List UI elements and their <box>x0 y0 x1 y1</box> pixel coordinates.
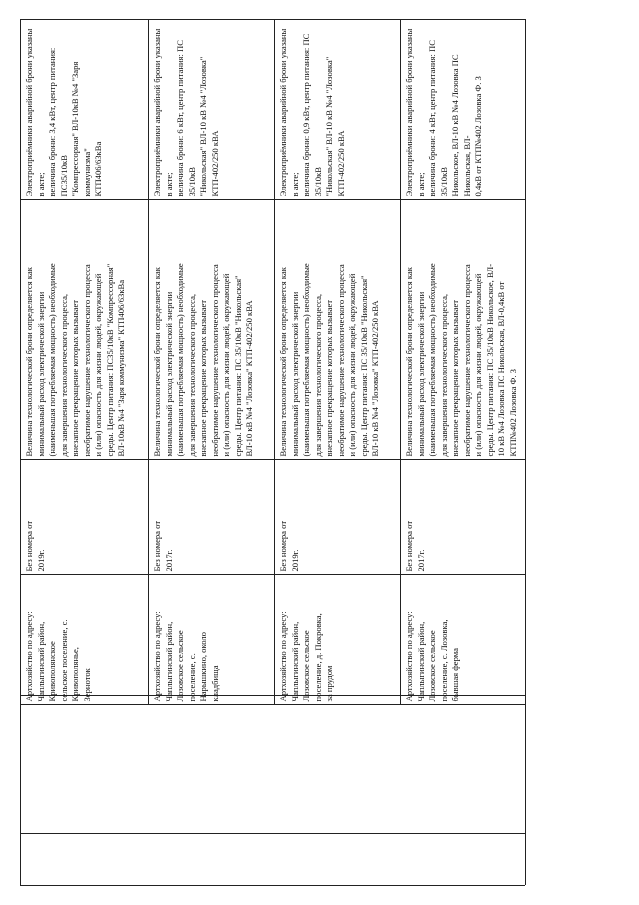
tech-reserve-text: Величина технологической брони определяется как минимальный расход электрической энергии (наименьшая потребляемая мощность) необходимые для завершения технологического процесса, внезапное прекращение которых вызывает необратимое нарушение технологического процесса и (или) опасность для жизни людей, окружающей среды. Центр питания: ПС35/10кВ "Компрессорная" ВЛ-10кВ №4 "Заря коммунизма" КТП406/63кВа <box>24 263 126 457</box>
number-text: Без номера от 2019г. <box>278 520 300 572</box>
emergency-reserve-cell <box>275 20 401 200</box>
number-cell <box>275 460 401 575</box>
address-cell <box>149 575 275 705</box>
address-cell <box>21 575 149 705</box>
table-row <box>21 20 149 885</box>
number-cell <box>21 460 149 575</box>
tech-reserve-text: Величина технологической брони определяется как минимальный расход электрической энергии (наименьшая потребляемая мощность) необходимые для завершения технологического процесса, внезапное прекращение которых вызывает необратимое нарушение технологического процесса и (или) опасность для жизни людей, окружающей среды. Центр питания: ПС 35/10кВ Никольское, ВЛ- 10 кВ №4 Лозовка ПС Никольская, ВЛ-0,4кВ от КТП№402 Лозовка Ф. 3 <box>404 263 518 457</box>
table-row <box>275 20 401 885</box>
table-row <box>401 20 526 885</box>
tech-reserve-cell <box>149 200 275 460</box>
address-cell <box>401 575 526 705</box>
rotated-table-container <box>20 20 525 885</box>
empty-cell <box>401 705 526 885</box>
empty-cell <box>21 705 149 885</box>
tech-reserve-cell <box>21 200 149 460</box>
emergency-reserve-cell <box>401 20 526 200</box>
emergency-reserve-text: Электроприёмники аварийной брони указаны в акте; величина брони: 0,9 кВт, центр питания: ПС 35/10кВ "Никольская" ВЛ-10 кВ №4 "Лозовка" КТП-402/250 кВА <box>278 28 346 197</box>
address-text: Артхозяйство по адресу: Чаплыгинский район, Лозовское сельское поселение, д. Покровка, за прудом <box>278 611 334 702</box>
number-cell <box>149 460 275 575</box>
emergency-reserve-text: Электроприёмники аварийной брони указаны в акте; величина брони: 4 кВт, центр питания: ПС 35/10кВ Никольское, ВЛ-10 кВ №4 Лозовка ПС Никольская, ВЛ- 0,4кВ от КТП№402 Лозовка Ф. 3 <box>404 28 483 197</box>
tech-reserve-text: Величина технологической брони определяется как минимальный расход электрической энергии (наименьшая потребляемая мощность) необходимые для завершения технологического процесса, внезапное прекращение которых вызывает необратимое нарушение технологического процесса и (или) опасность для жизни людей, окружающей среды. Центр питания: ПС 35/10кВ "Никольская" ВЛ-10 кВ №4 "Лозовка" КТП-402/250 кВА <box>278 263 380 457</box>
emergency-reserve-cell <box>149 20 275 200</box>
tech-reserve-text: Величина технологической брони определяется как минимальный расход электрической энергии (наименьшая потребляемая мощность) необходимые для завершения технологического процесса, внезапное прекращение которых вызывает необратимое нарушение технологического процесса и (или) опасность для жизни людей, окружающей среды. Центр питания: ПС 35/10кВ "Никольская" ВЛ-10 кВ №4 "Лозовка" КТП-402/250 кВА <box>152 263 254 457</box>
reserve-table <box>20 20 526 886</box>
emergency-reserve-cell <box>21 20 149 200</box>
number-cell <box>401 460 526 575</box>
empty-cell <box>275 705 401 885</box>
table-row <box>149 20 275 885</box>
address-text: Артхозяйство по адресу: Чаплыгинский район, Лозовское сельское поселение, с. Лозовка, бывшая ферма <box>404 611 460 702</box>
emergency-reserve-text: Электроприёмники аварийной брони указаны в акте; величина брони: 6 кВт, центр питания: ПС 35/10кВ "Никольская" ВЛ-10 кВ №4 "Лозовка" КТП-402/250 кВА <box>152 28 220 197</box>
address-text: Артхозяйство по адресу: Чаплыгинский район, Лозовское сельское поселение, с. Нарышкино, около кладбища <box>152 611 220 702</box>
number-text: Без номера от 2017г. <box>152 520 174 572</box>
address-cell <box>275 575 401 705</box>
blank-line <box>20 885 525 886</box>
empty-cell <box>149 705 275 885</box>
number-text: Без номера от 2017г. <box>404 520 426 572</box>
tech-reserve-cell <box>401 200 526 460</box>
address-text: Артхозяйство по адресу: Чаплыгинский район, Кривополянское сельское поселение, с. Кривополянье, Зерноток <box>24 611 92 702</box>
tech-reserve-cell <box>275 200 401 460</box>
emergency-reserve-text: Электроприёмники аварийной брони указаны в акте; величина брони: 3,4 кВт, центр питания: ПС35/10кВ "Компрессорная" ВЛ-10кВ №4 "Заря коммунизма" КТП406/63кВа <box>24 28 103 197</box>
number-text: Без номера от 2019г. <box>24 520 46 572</box>
